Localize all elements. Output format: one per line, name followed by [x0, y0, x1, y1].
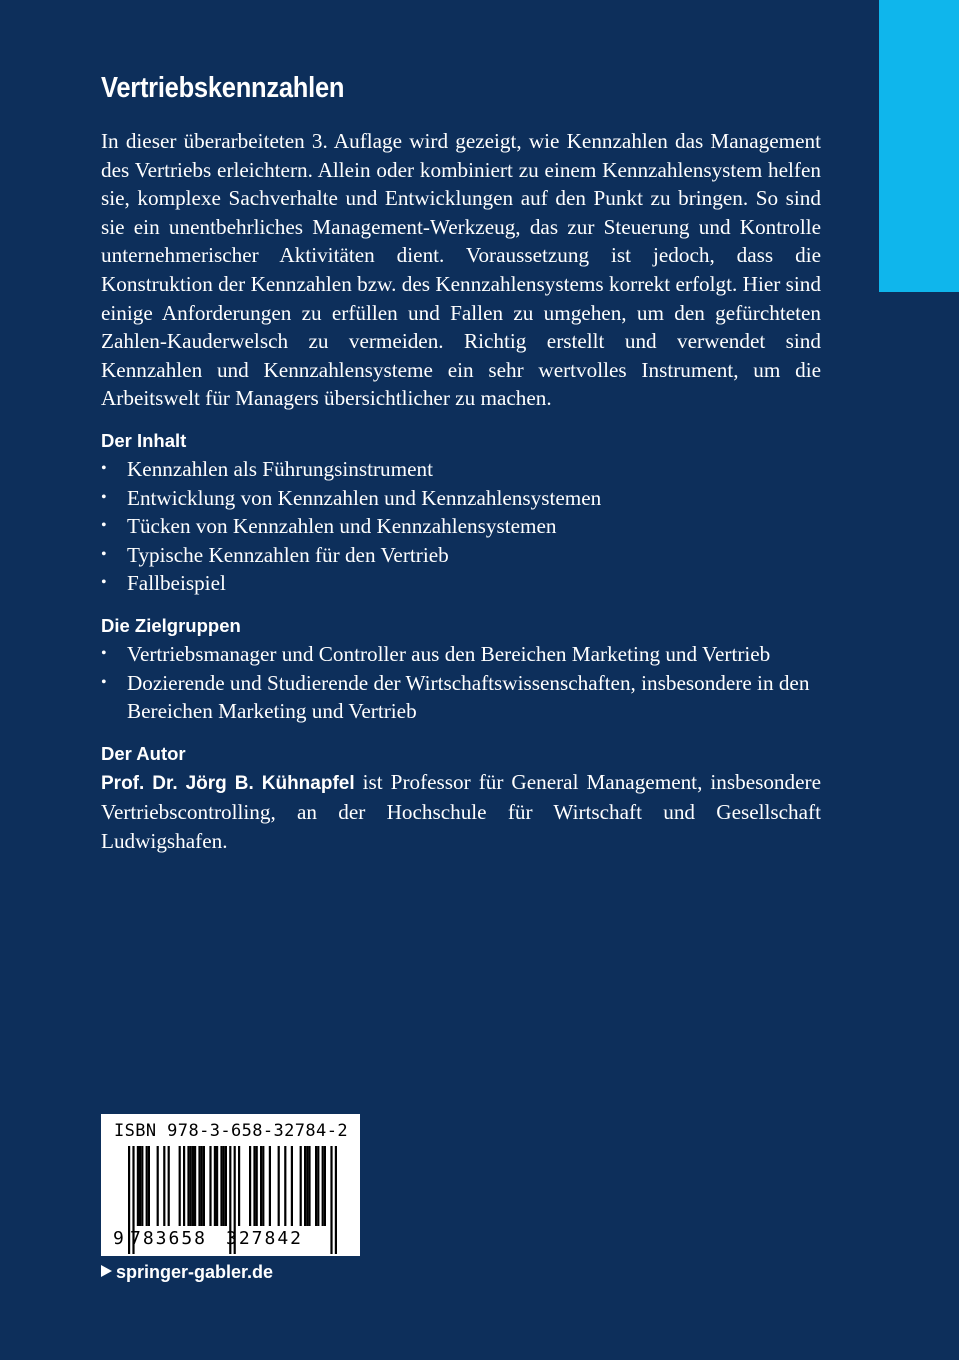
barcode-bar	[278, 1146, 280, 1226]
accent-bar	[879, 0, 959, 292]
zielgruppen-list	[101, 640, 821, 726]
isbn-label: ISBN 978-3-658-32784-2	[114, 1121, 348, 1141]
bullet-icon: •	[101, 673, 107, 691]
publisher-link[interactable]: springer-gabler.de	[101, 1262, 273, 1283]
barcode-bar	[315, 1146, 317, 1226]
barcode-bar	[146, 1146, 148, 1226]
barcode-bar	[163, 1146, 165, 1226]
barcode-bar	[203, 1146, 205, 1226]
section-heading-autor: Der Autor	[101, 742, 186, 764]
isbn-barcode	[101, 1114, 360, 1256]
barcode-bar	[317, 1146, 319, 1226]
arrow-right-icon	[101, 1265, 112, 1277]
list-item: • Dozierende und Studierende der Wirtschaftswissenschaften, insbesondere in den Bereichen Marketing und Vertrieb	[101, 670, 810, 724]
section-autor	[101, 740, 821, 856]
list-item: • Vertriebsmanager und Controller aus den Bereichen Marketing und Vertrieb	[101, 640, 821, 669]
bullet-icon: •	[101, 545, 107, 563]
barcode-bar	[137, 1146, 139, 1226]
book-title: Vertriebskennzahlen	[101, 72, 345, 104]
barcode-bar	[194, 1146, 196, 1226]
bullet-icon: •	[101, 644, 107, 662]
barcode-bar	[291, 1146, 293, 1226]
barcode-bar	[300, 1146, 302, 1226]
barcode-bar	[198, 1146, 200, 1226]
barcode-bar	[214, 1146, 216, 1226]
barcode-bar	[216, 1146, 218, 1226]
section-heading-zielgruppen: Die Zielgruppen	[101, 614, 241, 636]
list-item: • Entwicklung von Kennzahlen und Kennzahlensystemen	[101, 484, 821, 513]
barcode-left-digits: 783658	[130, 1228, 208, 1249]
barcode-bar	[256, 1146, 258, 1226]
barcode-bar	[179, 1146, 181, 1226]
barcode-bar	[148, 1146, 150, 1226]
barcode-bar	[157, 1146, 159, 1226]
author-bio	[101, 768, 821, 856]
barcode-bar	[269, 1146, 271, 1226]
barcode-bar	[220, 1146, 222, 1226]
barcode-bar	[324, 1146, 326, 1226]
author-description: ist Professor für General Management, insbesondere Vertriebscontrolling, an der Hochschule für Wirtschaft und Gesellschaft Ludwigshafen.	[101, 769, 821, 853]
barcode-bar	[139, 1146, 141, 1226]
inhalt-list	[101, 455, 821, 598]
section-zielgruppen	[101, 612, 821, 726]
barcode-bar	[168, 1146, 170, 1226]
list-item: • Fallbeispiel	[101, 569, 821, 598]
bullet-icon: •	[101, 488, 107, 506]
barcode-bar	[223, 1146, 225, 1226]
barcode-bar	[304, 1146, 306, 1226]
barcode-bar	[209, 1146, 211, 1226]
barcode-bar	[225, 1146, 227, 1226]
barcode-bar	[238, 1146, 240, 1226]
barcode-bar	[201, 1146, 203, 1226]
barcode-bar	[260, 1146, 262, 1226]
barcode-bar	[249, 1146, 251, 1226]
list-item: • Kennzahlen als Führungsinstrument	[101, 455, 821, 484]
list-item: • Typische Kennzahlen für den Vertrieb	[101, 541, 821, 570]
section-heading-inhalt: Der Inhalt	[101, 429, 187, 451]
bullet-icon: •	[101, 574, 107, 592]
barcode-bar	[187, 1146, 189, 1226]
barcode-bar	[141, 1146, 143, 1226]
barcode-bar	[284, 1146, 286, 1226]
barcode-guard-bar	[335, 1146, 337, 1254]
barcode-bar	[183, 1146, 185, 1226]
back-cover-content	[101, 72, 821, 855]
barcode-bar	[262, 1146, 264, 1226]
bullet-icon: •	[101, 459, 107, 477]
intro-paragraph: In dieser überarbeiteten 3. Auflage wird gezeigt, wie Kennzahlen das Management des Vertriebs erleichtern. Allein oder kombiniert zu einem Kennzahlensystem helfen sie, komplexe Sachverhalte und Entwicklungen auf den Punkt zu bringen. So sind sie ein unentbehrliches Management-Werkzeug, das zur Steuerung und Kontrolle unternehmerischer Aktivitäten dient. Voraussetzung ist jedoch, dass die Konstruktion der Kennzahlen bzw. des Kennzahlensystems korrekt erfolgt. Hier sind einige Anforderungen zu erfüllen und Fallen zu umgehen, um den gefürchteten Zahlen-Kauderwelsch zu vermeiden. Richtig erstellt und verwendet sind Kennzahlen und Kennzahlensysteme ein sehr wertvolles Instrument, um die Arbeitswelt für Managers übersichtlicher zu machen.	[101, 129, 821, 411]
barcode-guard-bar	[330, 1146, 332, 1254]
barcode-first-digit: 9	[113, 1228, 124, 1249]
barcode-bar	[190, 1146, 192, 1226]
barcode-bar	[192, 1146, 194, 1226]
bullet-icon: •	[101, 517, 107, 535]
section-inhalt	[101, 427, 821, 598]
barcode-right-digits: 327842	[226, 1228, 304, 1249]
barcode-bar	[306, 1146, 308, 1226]
barcode-bar	[253, 1146, 255, 1226]
author-name: Prof. Dr. Jörg B. Kühnapfel	[101, 772, 355, 794]
barcode-bar	[308, 1146, 310, 1226]
barcode-bar	[322, 1146, 324, 1226]
list-item: • Tücken von Kennzahlen und Kennzahlensystemen	[101, 512, 821, 541]
